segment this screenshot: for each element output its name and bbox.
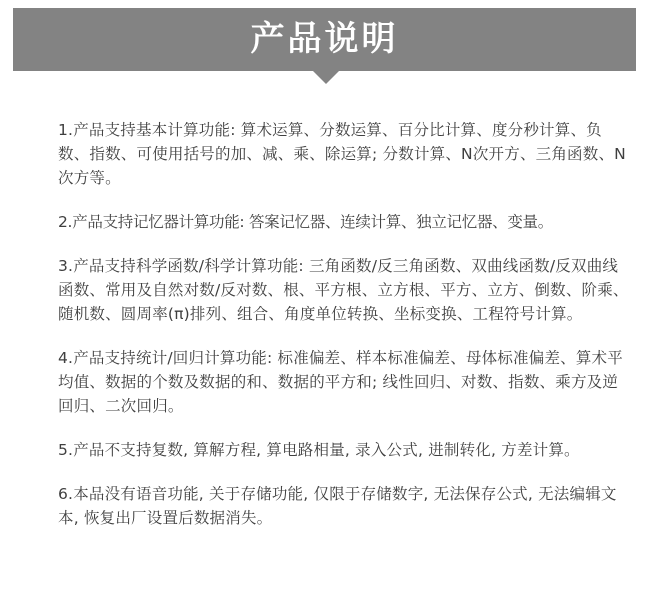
page-title: 产品说明 <box>250 19 399 59</box>
description-item-5: 5.产品不支持复数, 算解方程, 算电路相量, 录入公式, 进制转化, 方差计算。 <box>58 441 580 459</box>
banner-notch <box>313 71 339 84</box>
description-item-4: 4.产品支持统计/回归计算功能: 标准偏差、样本标准偏差、母体标准偏差、算术平均值、数据的个数及数据的和、数据的平方和; 线性回归、对数、指数、乘方及逆回归、二次回归。 <box>58 349 623 415</box>
description-item-3: 3.产品支持科学函数/科学计算功能: 三角函数/反三角函数、双曲线函数/反双曲线函数、常用及自然对数/反对数、根、平方根、立方根、平方、立方、倒数、阶乘、随机数、圆周率(π)排列、组合、角度单位转换、坐标变换、工程符号计算。 <box>58 257 629 323</box>
description-item-6: 6.本品没有语音功能, 关于存储功能, 仅限于存储数字, 无法保存公式, 无法编辑文本, 恢复出厂设置后数据消失。 <box>58 485 617 527</box>
description-item-2: 2.产品支持记忆器计算功能: 答案记忆器、连续计算、独立记忆器、变量。 <box>58 213 553 231</box>
header-banner <box>13 8 636 71</box>
description-item-1: 1.产品支持基本计算功能: 算术运算、分数运算、百分比计算、度分秒计算、负数、指数、可使用括号的加、减、乘、除运算; 分数计算、N次开方、三角函数、N次方等。 <box>58 121 626 187</box>
description-list <box>58 118 630 550</box>
